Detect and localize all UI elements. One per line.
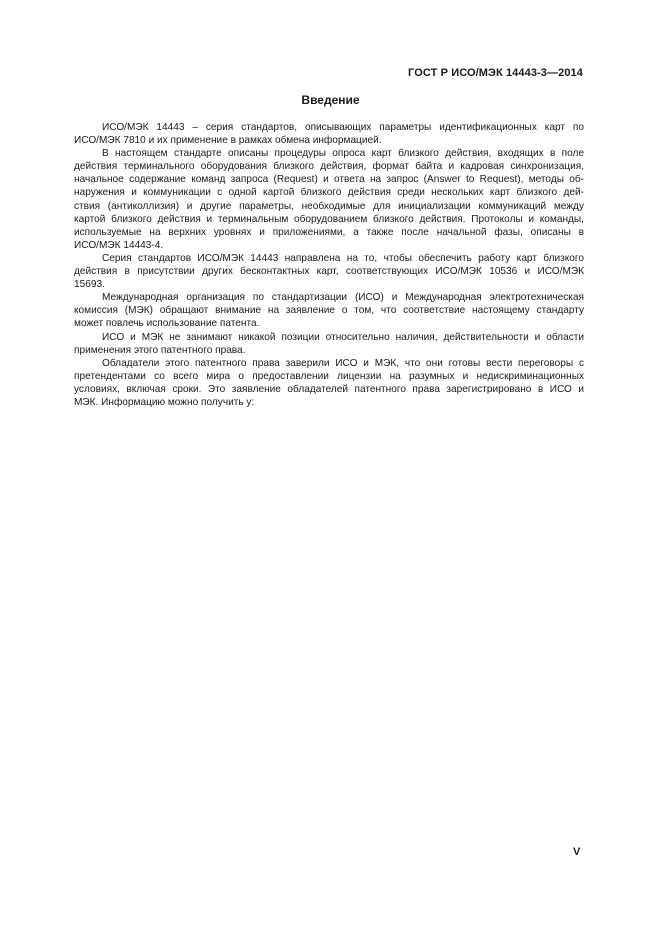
text-line: ИСО и МЭК не занимают никакой позиции относительно наличия, действительности и области bbox=[102, 331, 584, 343]
text-line: ствия (антиколлизия) и другие параметры, необходимые для инициализации коммуникаций между bbox=[74, 200, 584, 212]
text-line: МЭК. Информацию можно получить у: bbox=[74, 396, 255, 408]
section-title: Введение bbox=[301, 93, 360, 107]
document-body bbox=[74, 121, 584, 409]
text-line: условиях, включая сроки. Это заявление обладателей патентного права зарегистрировано в ИСО и bbox=[74, 383, 584, 395]
text-line: комиссия (МЭК) обращают внимание на заявление о том, что соответствие настоящему стандарту bbox=[74, 305, 584, 317]
text-line: Обладатели этого патентного права заверили ИСО и МЭК, что они готовы вести переговоры с bbox=[102, 357, 584, 369]
text-line: 15693. bbox=[74, 279, 105, 291]
text-line: претендентами со всего мира о предоставлении лицензии на разумных и недискриминационных bbox=[74, 370, 584, 382]
paragraph bbox=[74, 147, 584, 252]
text-line: применения этого патентного права. bbox=[74, 344, 246, 356]
paragraph bbox=[74, 331, 584, 357]
text-line: Международная организация по стандартизации (ИСО) и Международная электротехническая bbox=[102, 292, 584, 304]
document-id-header: ГОСТ Р ИСО/МЭК 14443-3—2014 bbox=[408, 67, 583, 79]
text-line: может повлечь использование патента. bbox=[74, 318, 260, 330]
text-line: начальное содержание команд запроса (Request) и ответа на запрос (Answer to Request), методы об- bbox=[74, 174, 584, 186]
paragraph bbox=[74, 291, 584, 330]
text-line: В настоящем стандарте описаны процедуры опроса карт близкого действия, входящих в поле bbox=[102, 148, 584, 160]
text-line: картой близкого действия и терминальным оборудованием близкого действия. Протоколы и команды, bbox=[74, 213, 584, 225]
text-line: ИСО/МЭК 7810 и их применение в рамках обмена информацией. bbox=[74, 135, 382, 147]
text-line: используемые на верхних уровнях и приложениями, а также после начальной фазы, описаны в bbox=[74, 226, 584, 238]
paragraph bbox=[74, 121, 584, 147]
text-line: ИСО/МЭК 14443-4. bbox=[74, 239, 164, 251]
text-line: действия в присутствии других бесконтактных карт, соответствующих ИСО/МЭК 10536 и ИСО/МЭК bbox=[74, 266, 584, 278]
text-line: Серия стандартов ИСО/МЭК 14443 направлена на то, чтобы обеспечить работу карт близкого bbox=[102, 252, 584, 264]
text-line: наружения и коммуникации с одной картой близкого действия среди нескольких карт близкого дей- bbox=[74, 187, 584, 199]
text-line: ИСО/МЭК 14443 – серия стандартов, описывающих параметры идентификационных карт по bbox=[102, 122, 584, 133]
paragraph bbox=[74, 252, 584, 291]
page-number: V bbox=[573, 846, 581, 858]
paragraph bbox=[74, 357, 584, 409]
text-line: действия терминального оборудования близкого действия, формат байта и кадровая синхронизация, bbox=[74, 161, 584, 173]
